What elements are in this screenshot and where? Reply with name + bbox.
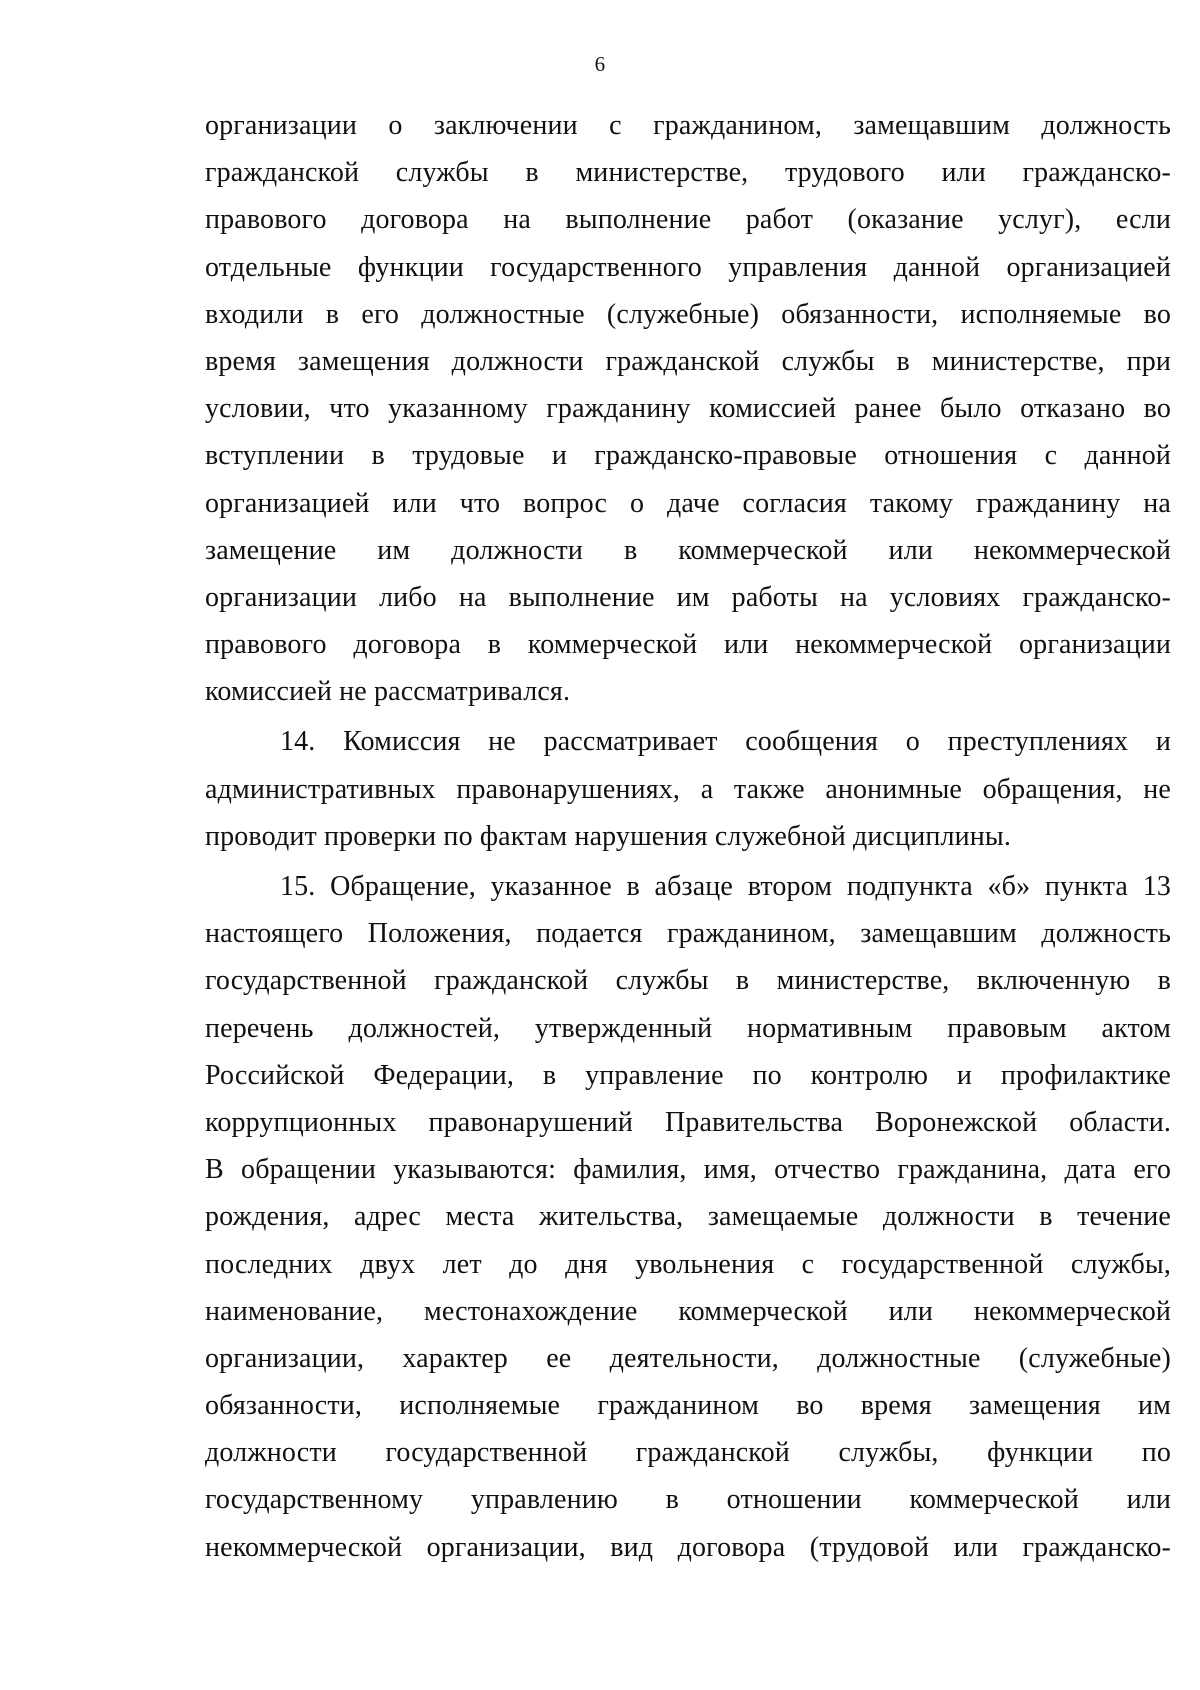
text-line: замещение им должности в коммерческой или некоммерческой [205,534,1171,566]
text-line: время замещения должности гражданской службы в министерстве, при [205,345,1171,377]
text-line: отдельные функции государственного управления данной организацией [205,251,1171,283]
text-line: организации о заключении с гражданином, замещавшим должность [205,110,1171,141]
paragraph-15 [205,863,1171,1571]
paragraph-continuation [205,102,1171,715]
text-line: 15. Обращение, указанное в абзаце втором подпункта «б» пункта 13 [280,871,1171,902]
text-line: организации, характер ее деятельности, должностные (служебные) [205,1342,1171,1374]
text-line: комиссией не рассматривался. [205,676,571,708]
text-line: перечень должностей, утвержденный нормативным правовым актом [205,1012,1171,1044]
text-line: гражданской службы в министерстве, трудового или гражданско- [205,157,1171,189]
text-line: настоящего Положения, подается гражданином, замещавшим должность [205,918,1171,950]
text-line: должности государственной гражданской службы, функции по [205,1437,1171,1469]
text-line: обязанности, исполняемые гражданином во время замещения им [205,1390,1171,1422]
text-line: административных правонарушениях, а также анонимные обращения, не [205,773,1171,805]
text-line: вступлении в трудовые и гражданско-правовые отношения с данной [205,440,1171,472]
text-line: Российской Федерации, в управление по контролю и профилактике [205,1059,1171,1091]
text-line: коррупционных правонарушений Правительства Воронежской области. [205,1106,1171,1138]
text-line: В обращении указываются: фамилия, имя, отчество гражданина, дата его [205,1154,1171,1186]
paragraph-14 [205,718,1171,860]
text-line: организацией или что вопрос о даче согласия такому гражданину на [205,487,1171,519]
text-line: правового договора в коммерческой или некоммерческой организации [205,629,1171,661]
text-line: организации либо на выполнение им работы на условиях гражданско- [205,581,1171,613]
text-line: последних двух лет до дня увольнения с государственной службы, [205,1248,1171,1280]
text-line: проводит проверки по фактам нарушения служебной дисциплины. [205,820,1011,852]
text-line: условии, что указанному гражданину комиссией ранее было отказано во [205,393,1171,425]
document-body [205,102,1171,1571]
text-line: наименование, местонахождение коммерческой или некоммерческой [205,1295,1171,1327]
text-line: правового договора на выполнение работ (оказание услуг), если [205,204,1171,236]
text-line: рождения, адрес места жительства, замещаемые должности в течение [205,1201,1171,1233]
text-line: входили в его должностные (служебные) обязанности, исполняемые во [205,298,1171,330]
text-line: некоммерческой организации, вид договора (трудовой или гражданско- [205,1531,1171,1563]
text-line: государственному управлению в отношении коммерческой или [205,1484,1171,1516]
text-line: государственной гражданской службы в министерстве, включенную в [205,965,1171,997]
text-line: 14. Комиссия не рассматривает сообщения о преступлениях и [280,726,1171,758]
page-number: 6 [594,52,606,76]
